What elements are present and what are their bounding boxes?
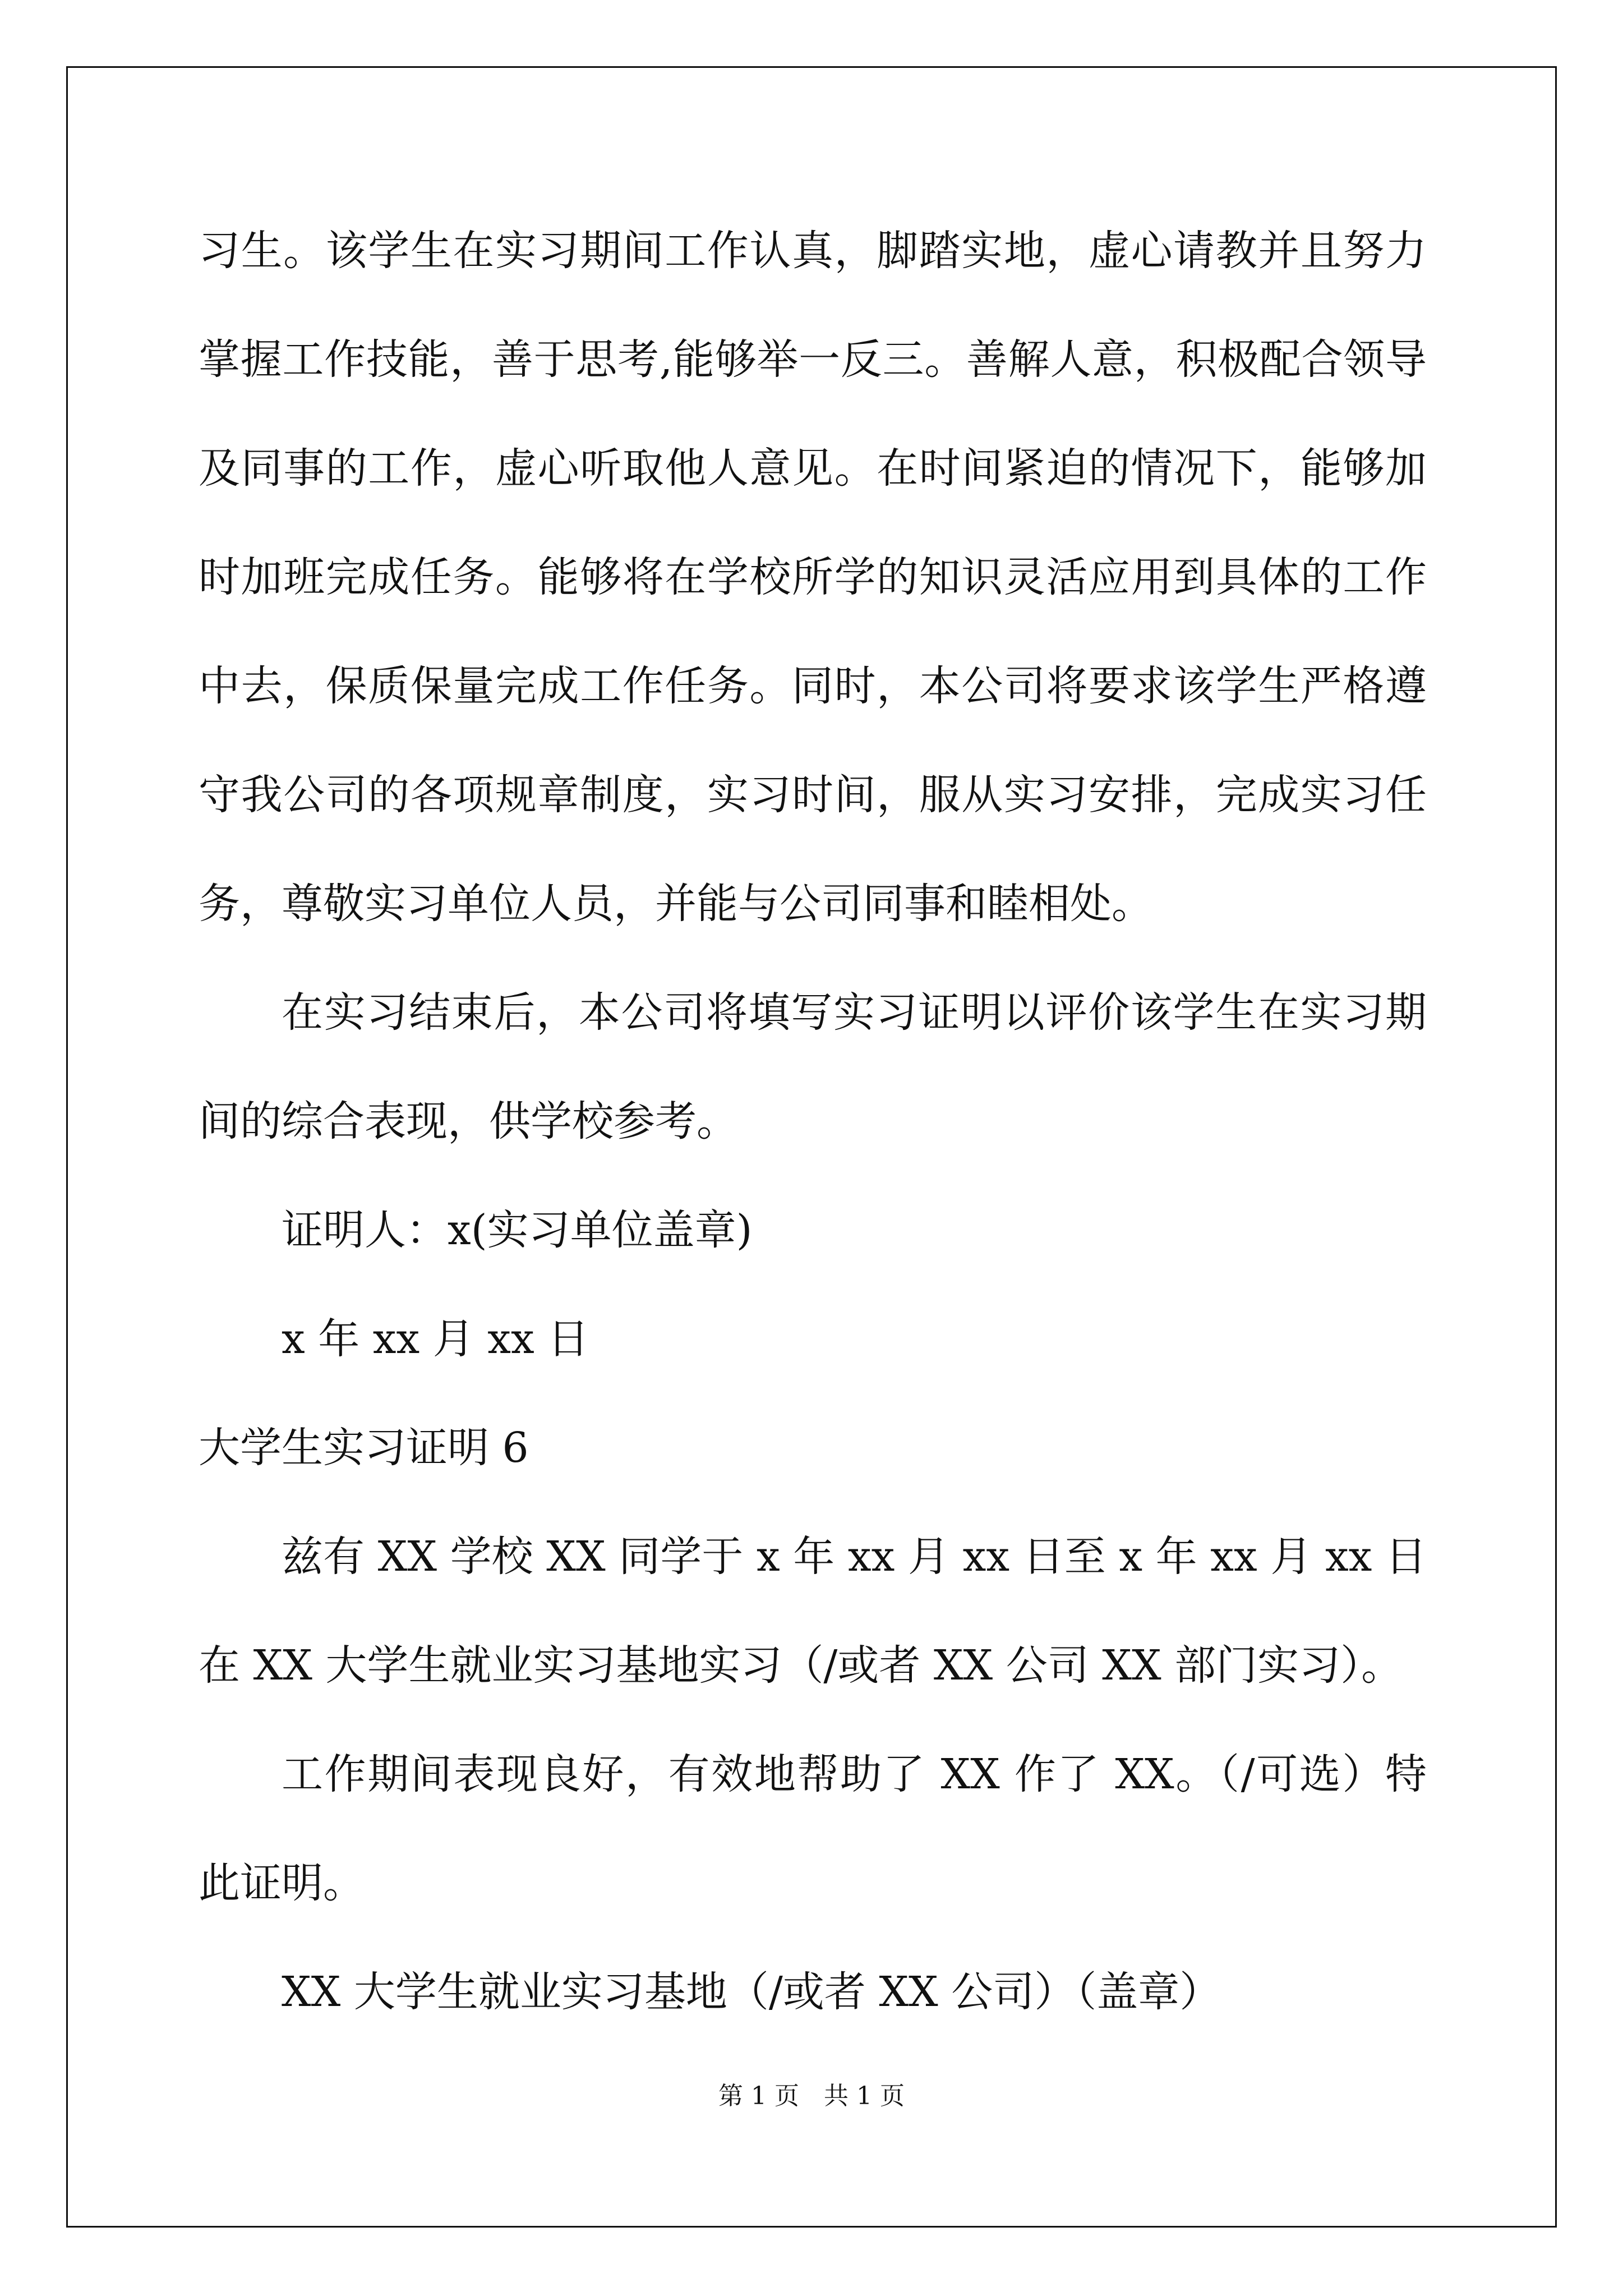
paragraph-internship-performance: 习生。该学生在实习期间工作认真，脚踏实地，虚心请教并且努力掌握工作技能，善于思考,能够举一反三。善解人意，积极配合领导及同事的工作，虚心听取他人意见。在时间紧迫的情况下，能够加时加班完成任务。能够将在学校所学的知识灵活应用到具体的工作中去，保质保量完成工作任务。同时，本公司将要求该学生严格遵守我公司的各项规章制度，实习时间，服从实习安排，完成实习任务，尊敬实习单位人员，并能与公司同事和睦相处。 (199, 227, 1427, 928)
stamp-line: XX 大学生就业实习基地（/或者 XX 公司）（盖章） (282, 1968, 1221, 2016)
paragraph-work-performance: 工作期间表现良好，有效地帮助了 XX 作了 XX。（/可选）特此证明。 (199, 1750, 1427, 1907)
section-title: 大学生实习证明 6 (199, 1424, 529, 1472)
page-footer: 第 1 页 共 1 页 (718, 2082, 905, 2110)
document-body (199, 196, 1427, 2046)
paragraph-evaluation-note: 在实习结束后，本公司将填写实习证明以评价该学生在实习期间的综合表现，供学校参考。 (199, 988, 1427, 1145)
paragraph-certification-statement: 兹有 XX 学校 XX 同学于 x 年 xx 月 xx 日至 x 年 xx 月 xx 日在 XX 大学生就业实习基地实习（/或者 XX 公司 XX 部门实习）。 (199, 1533, 1427, 1690)
certifier-line: 证明人：x(实习单位盖章) (282, 1206, 753, 1254)
date-line: x 年 xx 月 xx 日 (282, 1315, 589, 1363)
